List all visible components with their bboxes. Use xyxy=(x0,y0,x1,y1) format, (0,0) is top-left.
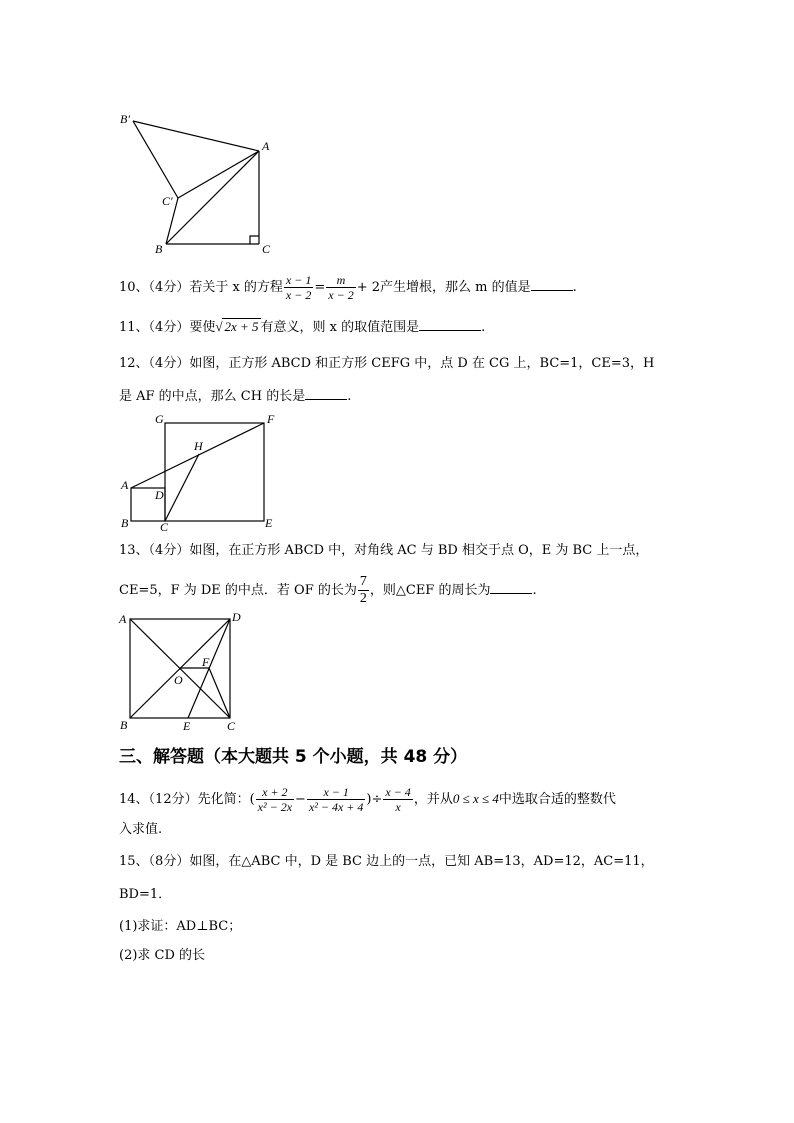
label-o: O xyxy=(174,673,183,687)
figure-q13-lines xyxy=(130,619,230,718)
q10-plus: + 2 xyxy=(356,280,380,295)
q14-suffix: 中选取合适的整数代 xyxy=(498,792,616,807)
q14-fraction-1 xyxy=(256,785,294,814)
label-b: B xyxy=(120,718,128,732)
label-h: H xyxy=(194,439,203,453)
label-c: C xyxy=(227,719,236,733)
label-c-prime: C′ xyxy=(162,194,173,208)
q14-f3-den: x xyxy=(383,799,412,814)
q11-suffix: 有意义，则 x 的取值范围是 xyxy=(260,320,420,335)
question-15-part2: (2)求 CD 的长 xyxy=(119,948,206,963)
q10-lhs-num: x − 1 xyxy=(285,273,312,287)
label-a: A xyxy=(262,139,270,153)
label-b: B xyxy=(155,242,163,256)
q14-prefix: 14、（12分）先化简： xyxy=(119,792,250,807)
label-b: B xyxy=(121,516,129,530)
q14-f2-num: x − 1 xyxy=(323,785,349,799)
q11-prefix: 11、（4分）要使 xyxy=(119,320,216,335)
q14-f2-den: x² − 4x + 4 xyxy=(308,800,364,814)
q10-equals: = xyxy=(314,280,326,295)
label-e: E xyxy=(183,719,191,733)
q14-range: 0 ≤ x ≤ 4 xyxy=(452,791,499,806)
question-15-line2: BD=1． xyxy=(119,887,172,902)
label-g: G xyxy=(155,412,164,426)
q13-frac-num: 7 xyxy=(359,574,367,589)
q10-rhs-den: x − 2 xyxy=(328,288,354,302)
q12-line2-text: 是 AF 的中点，那么 CH 的长是 xyxy=(119,389,306,404)
q13-frac-den: 2 xyxy=(359,591,367,606)
q12-end: . xyxy=(347,389,352,404)
q10-prefix: 10、（4分）若关于 x 的方程 xyxy=(119,280,283,295)
question-12-line1: 12、（4分）如图，正方形 ABCD 和正方形 CEFG 中，点 D 在 CG 上，BC=1，CE=3，H xyxy=(119,356,655,371)
q13-line2-a: CE=5，F 为 DE 的中点．若 OF 的长为 xyxy=(119,583,357,598)
q10-suffix: 产生增根，那么 m 的值是 xyxy=(380,280,531,295)
q14-open-paren: ( xyxy=(249,792,255,807)
q10-rhs-num: m xyxy=(336,273,346,287)
label-a: A xyxy=(119,612,127,626)
q14-fraction-3 xyxy=(383,785,412,814)
label-e: E xyxy=(265,516,273,530)
q11-radicand: 2x + 5 xyxy=(224,319,259,334)
q14-divide: ÷ xyxy=(371,792,383,807)
q11-sqrt: √ 2x + 5 xyxy=(215,319,259,334)
label-c: C xyxy=(160,520,169,534)
label-d: D xyxy=(232,610,241,624)
q14-f1-den: x² − 2x xyxy=(257,800,293,814)
q10-end: . xyxy=(572,280,577,295)
q14-f1-num: x + 2 xyxy=(262,785,288,799)
q14-close-paren: ) xyxy=(366,792,372,807)
q13-line2-b: ，则△CEF 的周长为 xyxy=(369,583,491,598)
question-13-line1: 13、（4分）如图，在正方形 ABCD 中，对角线 AC 与 BD 相交于点 O，E 为 BC 上一点， xyxy=(119,543,649,558)
q11-end: . xyxy=(481,320,486,335)
label-f: F xyxy=(267,412,275,426)
label-c: C xyxy=(262,242,271,256)
question-15-line1: 15、（8分）如图，在△ABC 中，D 是 BC 边上的一点，已知 AB=13，AD=12，AC=11， xyxy=(119,854,654,869)
q14-fraction-2 xyxy=(307,785,365,814)
q14-minus: − xyxy=(295,792,306,807)
q10-lhs-den: x − 2 xyxy=(285,288,312,302)
label-f: F xyxy=(202,655,210,669)
q14-mid: ，并从 xyxy=(413,792,453,807)
q14-f3-num: x − 4 xyxy=(385,785,411,799)
label-d: D xyxy=(155,488,164,502)
question-14-line1 xyxy=(119,785,616,814)
q13-end: . xyxy=(532,583,537,598)
question-15-part1: (1)求证：AD⊥BC； xyxy=(119,919,242,934)
label-a: A xyxy=(121,478,129,492)
section-3-heading: 三、解答题（本大题共 5 个小题，共 48 分） xyxy=(119,747,468,767)
question-14-line2: 入求值. xyxy=(119,822,163,837)
label-b-prime: B′ xyxy=(120,112,130,126)
